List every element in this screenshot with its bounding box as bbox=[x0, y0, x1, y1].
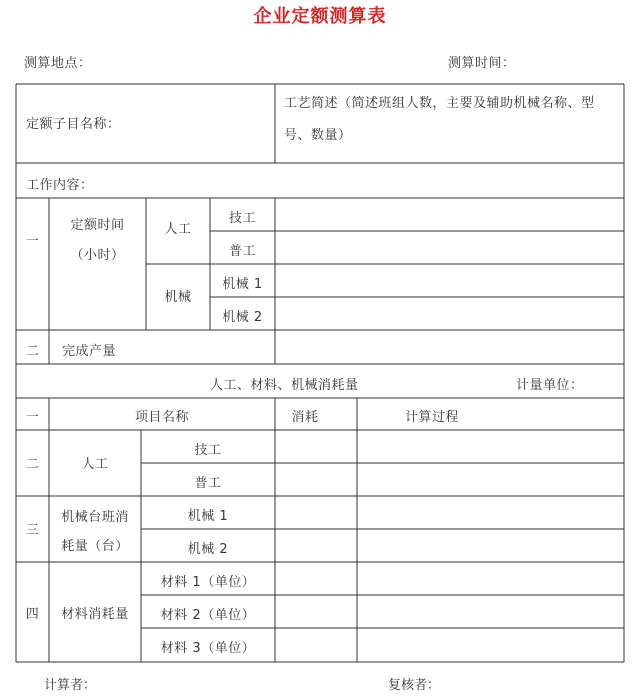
skilled-worker-row: 技工 bbox=[194, 443, 222, 458]
material-1-row: 材料 1（单位） bbox=[160, 575, 256, 590]
machine-shift-label-line2: 耗量（台） bbox=[61, 539, 129, 554]
row-number-2: 二 bbox=[25, 344, 40, 359]
quota-time-label-line2: （小时） bbox=[70, 248, 125, 263]
unit-label: 计量单位： bbox=[516, 378, 584, 393]
material-2-row: 材料 2（单位） bbox=[160, 608, 256, 623]
col-consumption: 消耗 bbox=[291, 410, 319, 425]
machine-1-label: 机械 1 bbox=[222, 277, 263, 292]
row-number-machine: 三 bbox=[25, 523, 40, 538]
labor-label: 人工 bbox=[164, 222, 192, 237]
location-label: 测算地点： bbox=[24, 56, 92, 71]
output-label: 完成产量 bbox=[62, 344, 117, 359]
machinery-label: 机械 bbox=[164, 290, 192, 305]
material-row-label: 材料消耗量 bbox=[61, 607, 129, 622]
consumption-heading: 人工、材料、机械消耗量 bbox=[210, 378, 359, 393]
time-label: 测算时间： bbox=[448, 56, 516, 71]
machine-1-row: 机械 1 bbox=[187, 509, 229, 524]
calculator-label: 计算者： bbox=[44, 678, 97, 693]
machine-shift-label-line1: 机械台班消 bbox=[61, 510, 129, 525]
col-calculation: 计算过程 bbox=[404, 410, 459, 425]
row-number-labor: 二 bbox=[25, 457, 40, 472]
col-number: 一 bbox=[25, 410, 40, 425]
quota-item-label: 定额子目名称： bbox=[26, 117, 121, 132]
page-title: 企业定额测算表 bbox=[253, 6, 387, 27]
general-worker-row: 普工 bbox=[194, 476, 222, 491]
process-description-label: 工艺简述（简述班组人数，主要及辅助机械名称、型号、数量） bbox=[284, 96, 595, 143]
machine-2-row: 机械 2 bbox=[187, 542, 229, 557]
general-worker-label: 普工 bbox=[228, 244, 256, 259]
material-3-row: 材料 3（单位） bbox=[160, 641, 256, 656]
work-content-label: 工作内容： bbox=[26, 178, 94, 193]
col-item-name: 项目名称 bbox=[134, 410, 189, 425]
quota-time-label-line1: 定额时间 bbox=[70, 218, 125, 233]
row-number-material: 四 bbox=[25, 607, 40, 622]
labor-row-label: 人工 bbox=[81, 457, 109, 472]
skilled-worker-label: 技工 bbox=[228, 211, 256, 226]
machine-2-label: 机械 2 bbox=[222, 310, 263, 325]
reviewer-label: 复核者： bbox=[388, 678, 441, 693]
row-number-1: 一 bbox=[25, 234, 40, 249]
